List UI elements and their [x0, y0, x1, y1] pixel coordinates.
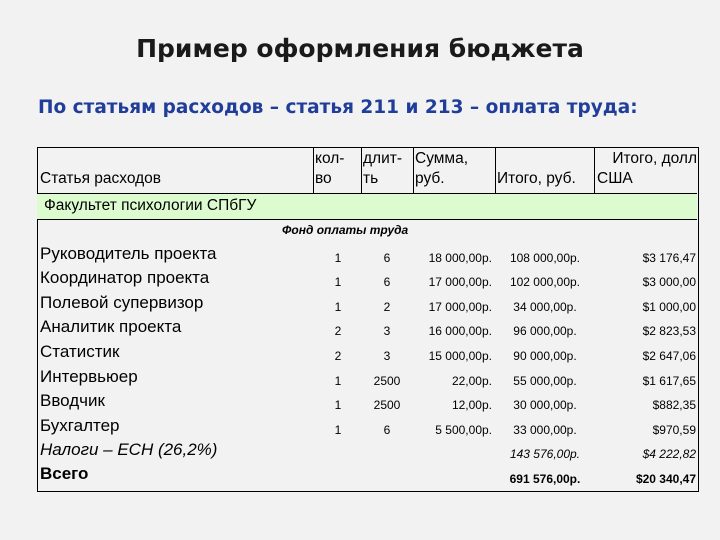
row-qty: 1: [334, 423, 342, 437]
row-qty: 2: [334, 349, 342, 363]
row-name: Вводчик: [40, 391, 105, 410]
header-dur-line2: ть: [363, 170, 379, 187]
header-sum-line2: руб.: [415, 170, 445, 187]
grand-total-name: Всего: [40, 464, 89, 483]
row-total-rub: 30 000,00р.: [513, 398, 577, 412]
row-name: Полевой супервизор: [40, 293, 204, 312]
row-qty: 1: [334, 251, 342, 265]
row-total-usd: $882,35: [652, 398, 696, 412]
row-total-usd: $3 176,47: [642, 251, 696, 265]
row-name: Координатор проекта: [40, 268, 210, 287]
row-sum: 15 000,00р.: [428, 349, 492, 363]
row-total-usd: $2 823,53: [642, 324, 696, 338]
row-sum: 17 000,00р.: [428, 275, 492, 289]
row-total-rub: 55 000,00р.: [513, 374, 577, 388]
col-divider-qty: [313, 147, 314, 193]
row-sum: 18 000,00р.: [428, 251, 492, 265]
row-name: Аналитик проекта: [40, 317, 182, 336]
header-item: Статья расходов: [40, 170, 162, 187]
row-total-usd: $2 647,06: [642, 349, 696, 363]
header-total-usd-line1: Итого, долл: [612, 150, 697, 167]
grand-total-rub: 691 576,00р.: [509, 472, 581, 486]
header-dur-line1: длит-: [363, 150, 403, 167]
col-divider-usd: [594, 147, 595, 193]
header-qty-line2: во: [315, 170, 332, 187]
row-sum: 22,00р.: [451, 374, 492, 388]
col-divider-total: [495, 147, 496, 193]
row-qty: 1: [334, 300, 342, 314]
header-total-usd-line2: США: [597, 170, 633, 187]
row-total-rub: 96 000,00р.: [513, 324, 577, 338]
row-sum: 5 500,00р.: [435, 423, 492, 437]
row-duration: 3: [383, 349, 391, 363]
header-qty-line1: кол-: [315, 150, 345, 167]
row-name: Бухгалтер: [40, 416, 120, 435]
row-duration: 6: [383, 251, 391, 265]
tax-name: Налоги – ЕСН (26,2%): [40, 440, 218, 459]
row-qty: 2: [334, 324, 342, 338]
row-total-usd: $970,59: [652, 423, 696, 437]
row-total-usd: $3 000,00: [642, 275, 696, 289]
row-name: Интервьюер: [40, 367, 138, 386]
row-sum: 12,00р.: [451, 398, 492, 412]
header-sum-line1: Сумма,: [415, 150, 469, 167]
row-total-rub: 34 000,00р.: [513, 300, 577, 314]
row-sum: 17 000,00р.: [428, 300, 492, 314]
row-duration: 3: [383, 324, 391, 338]
fund-separator: [37, 219, 697, 220]
row-qty: 1: [334, 374, 342, 388]
row-total-rub: 102 000,00р.: [509, 275, 581, 289]
row-qty: 1: [334, 275, 342, 289]
grand-total-usd: $20 340,47: [635, 472, 696, 486]
header-total-rub: Итого, руб.: [497, 170, 576, 187]
slide-title: Пример оформления бюджета: [136, 34, 584, 63]
row-total-rub: 33 000,00р.: [513, 423, 577, 437]
fund-label: Фонд оплаты труда: [282, 223, 409, 237]
faculty-label: Факультет психологии СПбГУ: [44, 197, 257, 214]
row-total-usd: $1 617,65: [642, 374, 696, 388]
row-name: Руководитель проекта: [40, 244, 217, 263]
row-duration: 2: [383, 300, 391, 314]
col-divider-dur: [361, 147, 362, 193]
row-duration: 2500: [373, 374, 401, 388]
row-duration: 6: [383, 423, 391, 437]
row-total-rub: 90 000,00р.: [513, 349, 577, 363]
col-divider-sum: [413, 147, 414, 193]
row-name: Статистик: [40, 342, 120, 361]
row-total-rub: 108 000,00р.: [509, 251, 581, 265]
tax-total-rub: 143 576,00р.: [509, 447, 581, 461]
row-total-usd: $1 000,00: [642, 300, 696, 314]
row-duration: 6: [383, 275, 391, 289]
row-duration: 2500: [373, 398, 401, 412]
row-sum: 16 000,00р.: [428, 324, 492, 338]
slide-subtitle: По статьям расходов – статья 211 и 213 – оплата труда:: [38, 97, 638, 118]
tax-total-usd: $4 222,82: [642, 447, 696, 461]
row-qty: 1: [334, 398, 342, 412]
